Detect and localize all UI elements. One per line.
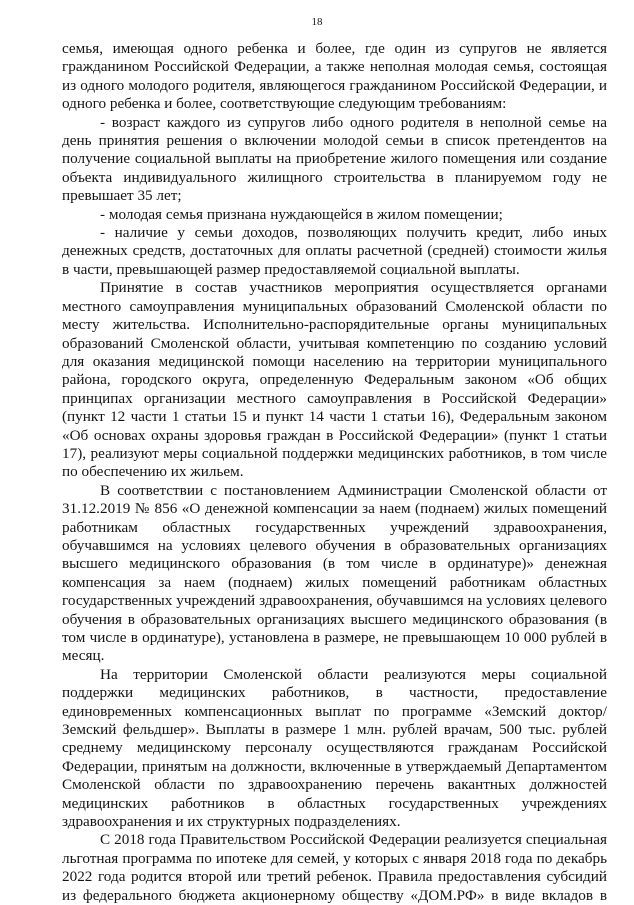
paragraph: С 2018 года Правительством Российской Федерации реализуется специальная льготная программа по ипотеке для семей, у которых с января 2018 года по декабрь 2022 года родится второй или третий ребенок. Правила предоставления субсидий из федерального бюджета акционерному обществу «ДОМ.РФ» в виде вкладов в xyxy=(62,831,607,904)
paragraph: семья, имеющая одного ребенка и более, где один из супругов не является гражданином Российской Федерации, а также неполная молодая семья, состоящая из одного молодого родителя, являющегося гражданином Российской Федерации, и одного ребенка и более, соответствующие следующим требованиям: xyxy=(62,40,607,113)
paragraph: На территории Смоленской области реализуются меры социальной поддержки медицинских работников, в частности, предоставление единовременных компенсационных выплат по программе «Земский доктор/Земский фельдшер». Выплаты в размере 1 млн. рублей врачам, 500 тыс. рублей среднему медицинскому персоналу осуществляются гражданам Российской Федерации, принятым на должности, включенные в утверждаемый Департаментом Смоленской области по здравоохранению перечень вакантных должностей медицинских работников в областных государственных учреждениях здравоохранения и их структурных подразделениях. xyxy=(62,665,607,831)
paragraph: - возраст каждого из супругов либо одного родителя в неполной семье на день принятия решения о включении молодой семьи в список претендентов на получение социальной выплаты на приобретение жилого помещения или создание объекта индивидуального жилищного строительства в планируемом году не превышает 35 лет; xyxy=(62,113,607,205)
paragraph: Принятие в состав участников мероприятия осуществляется органами местного самоуправления муниципальных образований Смоленской области по месту жительства. Исполнительно-распорядительные органы муниципальных образований Смоленской области, учитывая компетенцию по созданию условий для оказания медицинской помощи населению на территории муниципального района, городского округа, определенную Федеральным законом «Об общих принципах организации местного самоуправления в Российской Федерации» (пункт 12 части 1 статьи 15 и пункт 14 части 1 статьи 16), Федеральным законом «Об основах охраны здоровья граждан в Российской Федерации» (пункт 1 статьи 17), реализуют меры социальной поддержки медицинских работников, в том числе по обеспечению их жильем. xyxy=(62,279,607,481)
page-number: 18 xyxy=(311,16,323,28)
paragraph: - молодая семья признана нуждающейся в жилом помещении; xyxy=(100,205,503,223)
paragraph: В соответствии с постановлением Администрации Смоленской области от 31.12.2019 № 856 «О денежной компенсации за наем (поднаем) жилых помещений работникам областных государственных учреждений здравоохранения, обучавшимся на условиях целевого обучения в образовательных организациях высшего медицинского образования (в том числе в ординатуре)» денежная компенсация за наем (поднаем) жилых помещений работникам областных государственных учреждений здравоохранения, обучавшимся на условиях целевого обучения в образовательных организациях высшего медицинского образования (в том числе в ординатуре), установлена в размере, не превышающем 10 000 рублей в месяц. xyxy=(62,481,607,665)
document-body xyxy=(62,40,607,905)
paragraph: - наличие у семьи доходов, позволяющих получить кредит, либо иных денежных средств, достаточных для оплаты расчетной (средней) стоимости жилья в части, превышающей размер предоставляемой социальной выплаты. xyxy=(62,224,607,278)
